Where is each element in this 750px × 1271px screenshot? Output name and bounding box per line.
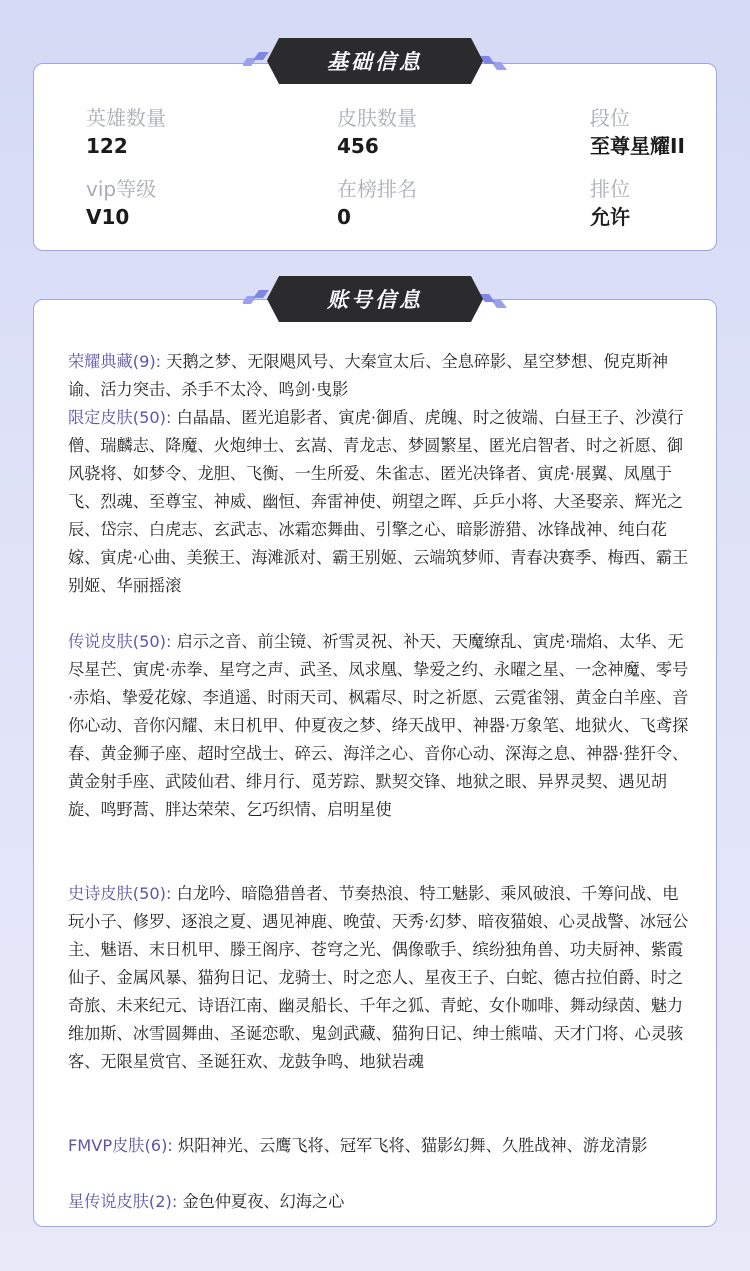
rank-tier-value: 至尊星耀II [590,134,685,158]
ranked-value: 允许 [590,205,630,229]
section-honor-collection [68,348,693,404]
vip-level-cell [86,175,156,231]
hero-count-cell [86,104,166,160]
leaderboard-rank-value: 0 [337,205,351,229]
section-star-legend-skins [68,1188,693,1216]
section-text [68,880,693,1076]
skin-count-label: 皮肤数量 [337,106,417,130]
vip-level-value: V10 [86,205,130,229]
section-label: 星传说皮肤(2): [68,1192,178,1211]
rank-tier-label: 段位 [590,106,630,130]
account-info-title: 账号信息 [327,288,423,312]
basic-info-card [33,63,717,251]
section-items: 金色仲夏夜、幻海之心 [182,1192,345,1211]
section-text [68,1188,693,1216]
ranked-cell [590,175,630,231]
section-label: 限定皮肤(50): [68,408,172,427]
section-legend-skins [68,628,693,824]
section-items: 白龙吟、暗隐猎兽者、节奏热浪、特工魅影、乘风破浪、千筹问战、电玩小子、修罗、逐浪之夏、遇见神鹿、晚萤、天秀·幻梦、暗夜猫娘、心灵战警、冰冠公主、魅语、末日机甲、滕王阁序、苍穹之光、偶像歌手、缤纷独角兽、功夫厨神、紫霞仙子、金属风暴、猫狗日记、龙骑士、时之恋人、星夜王子、白蛇、德古拉伯爵、时之奇旅、未来纪元、诗语江南、幽灵船长、千年之狐、青蛇、女仆咖啡、舞动绿茵、魅力维加斯、冰雪圆舞曲、圣诞恋歌、鬼剑武藏、猫狗日记、绅士熊喵、天才门将、心灵骇客、无限星赏官、圣诞狂欢、龙鼓争鸣、地狱岩魂 [68,884,689,1071]
section-label: 史诗皮肤(50): [68,884,172,903]
basic-info-banner [243,38,507,84]
section-fmvp-skins [68,1132,693,1160]
vip-level-label: vip等级 [86,177,157,201]
section-epic-skins [68,880,693,1076]
section-label: 荣耀典藏(9): [68,352,162,371]
section-text [68,628,693,824]
section-text [68,348,693,404]
section-items: 白晶晶、匿光追影者、寅虎·御盾、虎魄、时之彼端、白昼王子、沙漠行僧、瑞麟志、降魔、火炮绅士、玄嵩、青龙志、梦圆繁星、匿光启智者、时之祈愿、御风骁将、如梦令、龙胆、飞衡、一生所爱、朱雀志、匿光决锋者、寅虎·展翼、凤凰于飞、烈魂、至尊宝、神威、幽恒、奔雷神使、朔望之晖、乒乒小将、大圣娶亲、辉光之辰、岱宗、白虎志、玄武志、冰霜恋舞曲、引擎之心、暗影游猎、冰锋战神、纯白花嫁、寅虎·心曲、美猴王、海滩派对、霸王别姬、云端筑梦师、青春决赛季、梅西、霸王别姬、华丽摇滚 [68,408,689,595]
account-info-banner [243,276,507,322]
section-label: FMVP皮肤(6): [68,1136,173,1155]
rank-tier-cell [590,104,685,160]
skin-count-value: 456 [337,134,379,158]
skin-count-cell [337,104,417,160]
section-text [68,404,693,600]
basic-info-title: 基础信息 [327,50,423,74]
section-limited-skins [68,404,693,600]
section-text [68,1132,693,1160]
hero-count-value: 122 [86,134,128,158]
hero-count-label: 英雄数量 [86,106,166,130]
ranked-label: 排位 [590,177,630,201]
leaderboard-rank-cell [337,175,417,231]
section-items: 启示之音、前尘镜、祈雪灵祝、补天、天魔缭乱、寅虎·瑞焰、太华、无尽星芒、寅虎·赤拳、星穹之声、武圣、凤求凰、挚爱之约、永曜之星、一念神魔、零号·赤焰、挚爱花嫁、李逍遥、时雨天司、枫霜尽、时之祈愿、云霓雀翎、黄金白羊座、音你心动、音你闪耀、末日机甲、仲夏夜之梦、绛天战甲、神器·万象笔、地狱火、飞鸢探春、黄金狮子座、超时空战士、碎云、海洋之心、音你心动、深海之息、神器·狴犴令、黄金射手座、武陵仙君、绯月行、觅芳踪、默契交锋、地狱之眼、异界灵契、遇见胡旋、鸣野蒿、胖达荣荣、乞巧织情、启明星使 [68,632,689,819]
section-items: 天鹅之梦、无限飓风号、大秦宣太后、全息碎影、星空梦想、倪克斯神谕、活力突击、杀手不太冷、鸣剑·曳影 [68,352,669,399]
leaderboard-rank-label: 在榜排名 [337,177,417,201]
section-label: 传说皮肤(50): [68,632,172,651]
section-items: 炽阳神光、云鹰飞将、冠军飞将、猫影幻舞、久胜战神、游龙清影 [178,1136,648,1155]
